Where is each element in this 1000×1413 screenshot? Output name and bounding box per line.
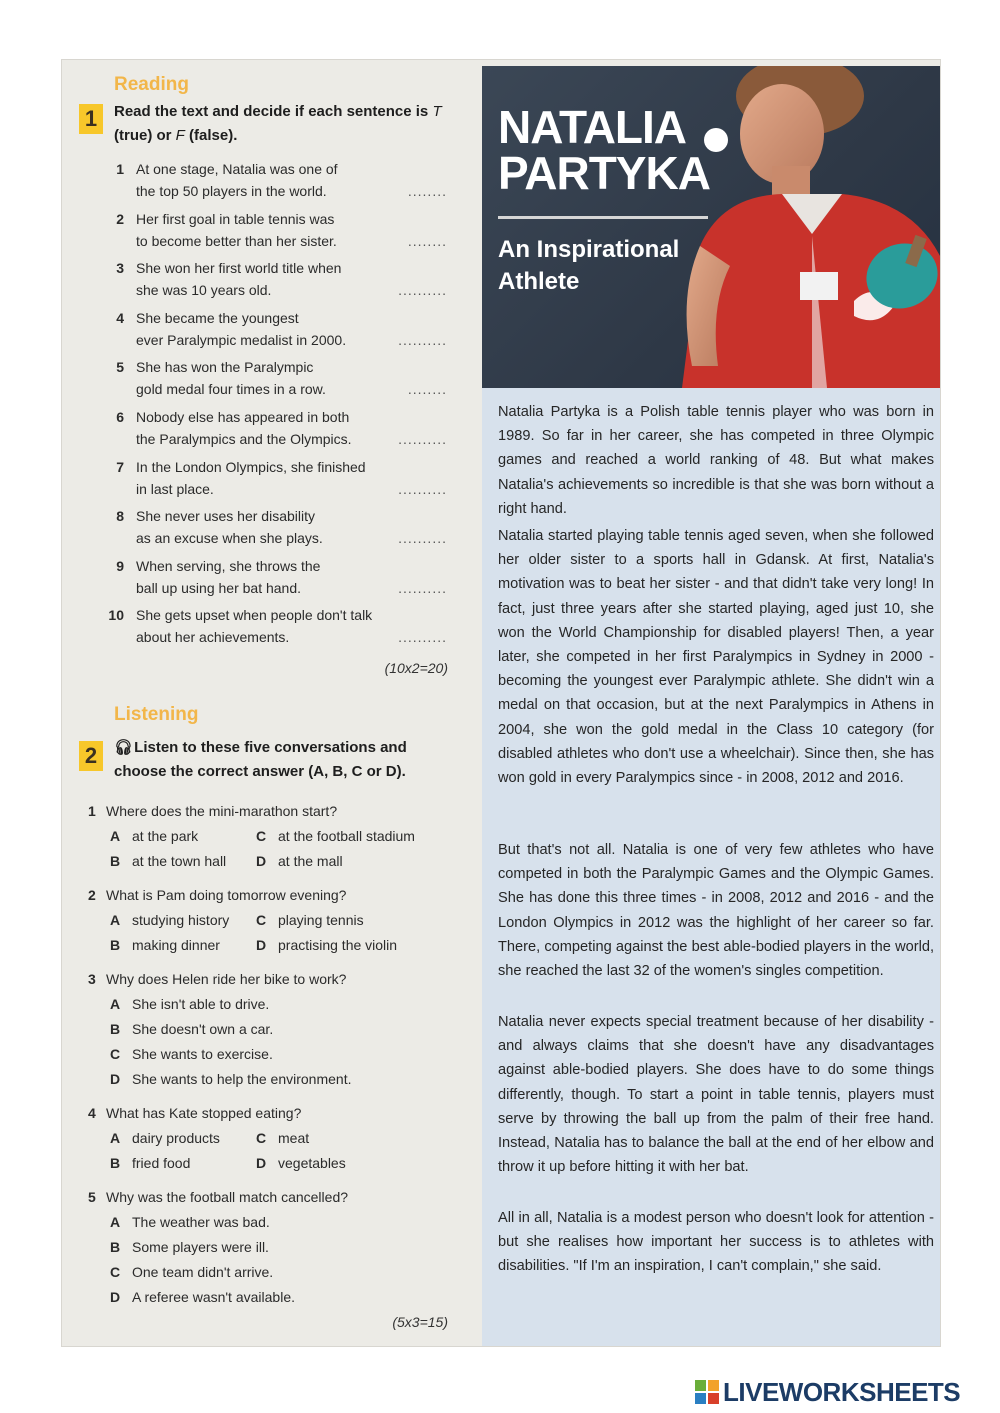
item-line-2: as an excuse when she plays. <box>136 530 323 547</box>
answer-option[interactable] <box>256 909 364 931</box>
tf-item <box>102 604 447 648</box>
option-text: vegetables <box>278 1155 346 1171</box>
answer-option[interactable] <box>110 1127 220 1149</box>
item-number: 3 <box>116 260 124 277</box>
question-text: Why was the football match cancelled? <box>106 1189 349 1205</box>
answer-option[interactable] <box>110 1236 269 1258</box>
question-text: Where does the mini-marathon start? <box>106 803 338 819</box>
item-line-2: the top 50 players in the world. <box>136 183 327 199</box>
item-number: 4 <box>116 309 124 326</box>
answer-option[interactable] <box>110 909 229 931</box>
answer-blank[interactable]: .......... <box>398 530 447 547</box>
option-letter: A <box>110 912 121 928</box>
answer-option[interactable] <box>110 850 226 872</box>
item-line-1: At one stage, Natalia was one of <box>136 161 338 177</box>
option-letter: A <box>110 1130 121 1146</box>
liveworksheets-logo <box>695 1378 990 1406</box>
question-text: Why does Helen ride her bike to work? <box>106 971 347 987</box>
question <box>88 968 346 990</box>
answer-blank[interactable]: .......... <box>398 331 447 348</box>
listening-score: (5x3=15) <box>392 1314 448 1330</box>
instruction-part: Read the text and decide if each sentence is <box>114 103 433 120</box>
item-line-1: She won her first world title when <box>136 260 342 277</box>
option-letter: A <box>110 828 121 844</box>
listening-instruction <box>114 736 454 784</box>
answer-blank[interactable]: .......... <box>398 629 447 646</box>
title-line-1: NATALIA <box>498 101 687 153</box>
item-line-2: the Paralympics and the Olympics. <box>136 431 352 447</box>
option-text: She doesn't own a car. <box>132 1021 274 1037</box>
liveworksheets-logo-icon <box>695 1380 719 1404</box>
answer-option[interactable] <box>256 1127 309 1149</box>
answer-option[interactable] <box>110 993 269 1015</box>
worksheet-page <box>62 60 940 1346</box>
answer-option[interactable] <box>110 825 198 847</box>
question-text: What has Kate stopped eating? <box>106 1105 302 1121</box>
item-number: 10 <box>108 607 124 624</box>
reading-heading: Reading <box>114 74 189 95</box>
instruction-t: T <box>432 103 442 120</box>
question <box>88 1186 348 1208</box>
article-paragraph: Natalia started playing table tennis aged seven, when she followed her older sister to a sports hall in Gdansk. At first, Natalia's motivation was to beat her sister - and that didn't take very long! In fact, just three years after she started playing, aged just 10, she won the World Championship for disabled players! Then, a year later, she competed in her first Paralympics in Sydney in 2000 - becoming the youngest ever Paralympic athlete. She didn't win a medal on that occasion, but at the next Paralympics in Athens in 2004, she won the gold medal in the Class 10 category (for disabled athletes who don't use a wheelchair). Since then, she has won gold in every Paralympics since - in 2008, 2012 and 2016. <box>498 528 934 787</box>
article-hero <box>482 66 940 388</box>
option-letter: B <box>110 1021 121 1037</box>
item-text <box>136 356 386 400</box>
item-text <box>136 505 386 549</box>
instruction-f: F <box>175 127 185 144</box>
answer-option[interactable] <box>110 1152 190 1174</box>
option-letter: C <box>256 912 267 928</box>
item-line-1: In the London Olympics, she finished <box>136 458 366 475</box>
option-text: meat <box>278 1130 310 1146</box>
option-text: at the mall <box>278 853 343 869</box>
item-line-1: She has won the Paralympic <box>136 359 314 376</box>
subtitle-line-2: Athlete <box>498 268 580 295</box>
tf-item <box>102 505 447 549</box>
question <box>88 1102 301 1124</box>
article-subtitle <box>498 234 718 298</box>
answer-blank[interactable]: ........ <box>407 232 447 249</box>
option-text: She isn't able to drive. <box>132 996 270 1012</box>
item-text <box>136 406 386 450</box>
item-line-1: She became the youngest <box>136 309 299 326</box>
item-number: 1 <box>116 161 124 177</box>
liveworksheets-logo-text: LIVEWORKSHEETS <box>723 1377 961 1407</box>
item-number: 7 <box>116 458 124 475</box>
item-line-2: ball up using her bat hand. <box>136 579 302 596</box>
item-line-1: Nobody else has appeared in both <box>136 409 350 425</box>
option-text: Some players were ill. <box>132 1239 269 1255</box>
option-text: A referee wasn't available. <box>132 1289 295 1305</box>
tf-item <box>102 208 447 252</box>
answer-option[interactable] <box>110 1211 270 1233</box>
item-line-2: gold medal four times in a row. <box>136 381 326 398</box>
item-text <box>136 208 386 252</box>
option-text: making dinner <box>132 937 220 953</box>
question-number: 3 <box>88 971 96 987</box>
tf-item <box>102 356 447 400</box>
option-text: One team didn't arrive. <box>132 1264 274 1280</box>
instruction-part: (true) or <box>114 127 176 144</box>
tf-item <box>102 406 447 450</box>
question-number: 5 <box>88 1189 96 1205</box>
item-number: 8 <box>116 508 124 525</box>
listening-heading: Listening <box>114 704 199 725</box>
subtitle-line-1: An Inspirational <box>498 236 680 263</box>
tf-item <box>102 555 447 599</box>
headphones-icon: 🎧︎ <box>114 739 134 756</box>
answer-option[interactable] <box>256 850 343 872</box>
option-letter: B <box>110 937 121 953</box>
tf-item <box>102 307 447 351</box>
tf-item <box>102 158 447 202</box>
question-number: 2 <box>88 887 96 903</box>
answer-blank[interactable]: .......... <box>398 480 447 497</box>
title-line-2: PARTYKA <box>498 147 710 199</box>
reading-instruction <box>114 100 454 148</box>
item-number: 5 <box>116 359 124 376</box>
item-text <box>136 555 386 599</box>
option-letter: D <box>256 937 267 953</box>
option-letter: A <box>110 1214 121 1230</box>
article-paragraph: All in all, Natalia is a modest person who doesn't look for attention - but she realises how important her success is to athletes with disabilities. "If I'm an inspiration, I can't complain," she said. <box>498 1210 934 1275</box>
item-line-1: She never uses her disability <box>136 508 315 525</box>
item-line-2: to become better than her sister. <box>136 232 337 249</box>
answer-option[interactable] <box>110 1068 351 1090</box>
option-text: fried food <box>132 1155 191 1171</box>
instruction-part: (false). <box>184 127 238 144</box>
item-line-1: When serving, she throws the <box>136 557 321 574</box>
item-text <box>136 604 386 648</box>
article-paragraph: Natalia never expects special treatment because of her disability - and always claims that she doesn't have any disadvantages against able-bodied players. She does have to do some things differently, though. To start a point in table tennis, players must serve by throwing the ball up from the palm of their free hand. Instead, Natalia has to balance the ball at the end of her elbow and throw it up before hitting it with her bat. <box>498 1014 934 1176</box>
question-text: What is Pam doing tomorrow evening? <box>106 887 347 903</box>
answer-option[interactable] <box>110 1261 273 1283</box>
article-paragraph: Natalia Partyka is a Polish table tennis player who was born in 1989. So far in her career, she has competed in three Olympic games and reached a world ranking of 48. But what makes Natalia's achievements so incredible is that she was born without a right hand. <box>498 404 934 517</box>
instruction-line-2: choose the correct answer (A, B, C or D). <box>114 763 406 780</box>
option-text: playing tennis <box>278 912 364 928</box>
option-text: She wants to help the environment. <box>132 1071 352 1087</box>
answer-blank[interactable]: .......... <box>398 579 447 596</box>
option-letter: D <box>110 1289 121 1305</box>
item-line-2: she was 10 years old. <box>136 282 272 299</box>
option-letter: D <box>256 853 267 869</box>
title-divider <box>498 216 708 219</box>
item-line-1: Her first goal in table tennis was <box>136 210 335 227</box>
item-line-2: ever Paralympic medalist in 2000. <box>136 331 347 348</box>
option-text: She wants to exercise. <box>132 1046 273 1062</box>
answer-blank[interactable]: .......... <box>398 431 447 447</box>
exercise-1-badge: 1 <box>79 104 103 134</box>
exercises-column <box>62 60 462 1346</box>
option-letter: C <box>256 1130 267 1146</box>
question-number: 4 <box>88 1105 96 1121</box>
instruction-line-1: Listen to these five conversations and <box>134 739 407 756</box>
reading-score: (10x2=20) <box>384 660 448 676</box>
question-number: 1 <box>88 803 96 819</box>
option-letter: C <box>110 1046 121 1062</box>
item-number: 9 <box>116 557 124 574</box>
item-line-2: about her achievements. <box>136 629 290 646</box>
item-line-2: in last place. <box>136 480 214 497</box>
article-column <box>476 60 940 1346</box>
option-letter: B <box>110 1155 121 1171</box>
answer-option[interactable] <box>110 1286 295 1308</box>
question <box>88 800 337 822</box>
option-text: dairy products <box>132 1130 220 1146</box>
answer-option[interactable] <box>110 1043 273 1065</box>
article-paragraph: But that's not all. Natalia is one of very few athletes who have competed in both the Paralympic Games and the Olympic Games. She has done this three times - in 2008, 2012 and 2016 - and the London Olympics in 2012 was the highlight of her career so far. There, competing against the best able-bodied players in the world, she reached the last 32 of the women's singles competition. <box>498 842 934 980</box>
answer-option[interactable] <box>110 934 220 956</box>
option-letter: C <box>256 828 267 844</box>
article-title <box>498 101 710 199</box>
option-text: studying history <box>132 912 230 928</box>
option-text: practising the violin <box>278 937 398 953</box>
tf-item <box>102 257 447 301</box>
option-text: The weather was bad. <box>132 1214 270 1230</box>
answer-option[interactable] <box>256 1152 346 1174</box>
item-number: 2 <box>116 210 124 227</box>
item-text <box>136 158 386 202</box>
option-text: at the football stadium <box>278 828 415 844</box>
item-text <box>136 456 386 500</box>
option-letter: D <box>110 1071 121 1087</box>
answer-blank[interactable]: ........ <box>407 183 447 199</box>
exercise-2-badge: 2 <box>79 741 103 771</box>
option-letter: A <box>110 996 121 1012</box>
tf-item <box>102 456 447 500</box>
answer-blank[interactable]: ........ <box>407 381 447 398</box>
option-letter: B <box>110 853 121 869</box>
answer-option[interactable] <box>256 934 397 956</box>
option-text: at the town hall <box>132 853 227 869</box>
answer-option[interactable] <box>256 825 415 847</box>
option-letter: C <box>110 1264 121 1280</box>
answer-option[interactable] <box>110 1018 273 1040</box>
item-text <box>136 307 386 351</box>
question <box>88 884 346 906</box>
article-body <box>482 388 940 1346</box>
item-line-1: She gets upset when people don't talk <box>136 607 373 624</box>
option-letter: D <box>256 1155 267 1171</box>
item-text <box>136 257 386 301</box>
item-number: 6 <box>116 409 124 425</box>
option-letter: B <box>110 1239 121 1255</box>
answer-blank[interactable]: .......... <box>398 282 447 299</box>
option-text: at the park <box>132 828 199 844</box>
